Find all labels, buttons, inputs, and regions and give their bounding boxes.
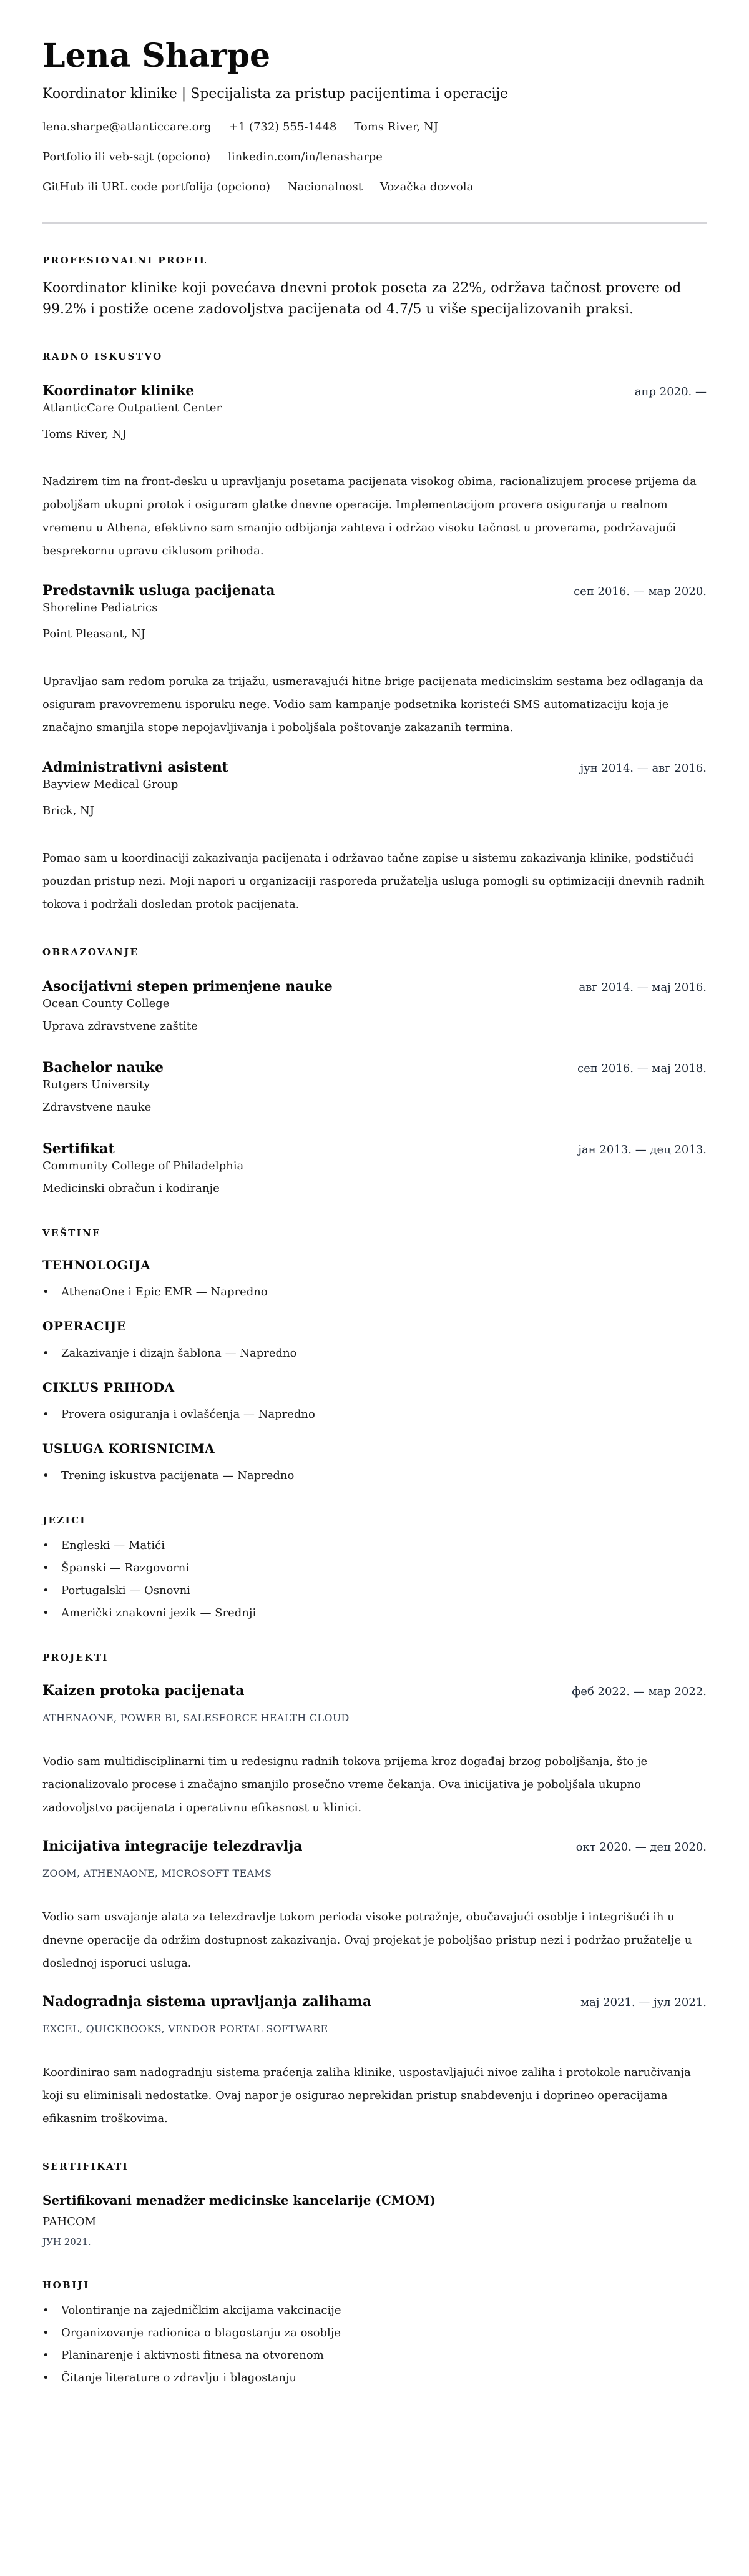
education-entry bbox=[42, 1139, 707, 1197]
job-dates: апр 2020. — bbox=[634, 385, 707, 398]
skill-item: • Zakazivanje i dizajn šablona — Napredno bbox=[42, 1345, 707, 1362]
languages-section bbox=[42, 1514, 707, 1621]
certificate-entry bbox=[42, 2191, 707, 2249]
job-title: Koordinator klinike bbox=[42, 383, 195, 399]
contact-row bbox=[42, 120, 707, 135]
project-dates: окт 2020. — дец 2020. bbox=[575, 1841, 707, 1854]
education-dates: авг 2014. — мај 2016. bbox=[579, 981, 707, 994]
school-name: Community College of Philadelphia bbox=[42, 1159, 244, 1172]
section-title: JEZICI bbox=[42, 1515, 86, 1526]
skill-group-title: USLUGA KORISNICIMA bbox=[42, 1441, 215, 1456]
education-section bbox=[42, 946, 707, 1197]
language-item: • Španski — Razgovorni bbox=[42, 1560, 707, 1576]
profile-summary: Koordinator klinike koji povećava dnevni protok poseta za 22%, održava tačnost provere od 99.2% i postiže ocene zadovoljstva pacijenata od 4.7/5 u više specijalizovanih praksi. bbox=[42, 280, 682, 317]
field-of-study: Medicinski obračun i kodiranje bbox=[42, 1182, 220, 1195]
contact-nationality: Nacionalnost bbox=[287, 180, 363, 194]
job-description: Upravljao sam redom poruka za trijažu, usmeravajući hitne brige pacijenata medicinskim sestama bez odlaganja da osiguram pravovremenu isporuku nege. Vodio sam kampanje podsetnika koristeći SMS automatizaciju koja je značajno smanjila stope nepojavljivanja i poboljšala poštovanje zakazanih termina. bbox=[42, 675, 703, 734]
skill-group bbox=[42, 1318, 707, 1362]
job-company: Shoreline Pediatrics bbox=[42, 601, 158, 614]
job-description: Pomao sam u koordinaciji zakazivanja pacijenata i održavao tačne zapise u sistemu zakazivanja klinike, podstičući pouzdan pristup nezi. Moji napori u organizaciji rasporeda pružatelja usluga pomogli su optimizaciji dnevnih radnih tokova i podržali dosledan protok pacijenata. bbox=[42, 852, 705, 911]
hobbies-list bbox=[42, 2303, 707, 2386]
section-title: PROJEKTI bbox=[42, 1652, 109, 1663]
certificate-name: Sertifikovani menadžer medicinske kancelarije (CMOM) bbox=[42, 2193, 436, 2208]
contact-drivers-license: Vozačka dozvola bbox=[380, 180, 474, 194]
languages-list bbox=[42, 1538, 707, 1621]
field-of-study: Zdravstvene nauke bbox=[42, 1101, 152, 1114]
job-location: Toms River, NJ bbox=[42, 428, 127, 441]
project-description: Koordinirao sam nadogradnju sistema praćenja zaliha klinike, uspostavljajući nivoe zaliha i protokole naručivanja koji su eliminisali nedostatke. Ovaj napor je osigurao neprekidan pristup snabdevenju i doprineo operacijama efikasnim troškovima. bbox=[42, 2066, 691, 2125]
job-company: Bayview Medical Group bbox=[42, 778, 179, 791]
degree-title: Asocijativni stepen primenjene nauke bbox=[42, 978, 333, 995]
project-entry bbox=[42, 1837, 707, 1975]
hobby-item: • Čitanje literature o zdravlju i blagostanju bbox=[42, 2370, 707, 2386]
project-description: Vodio sam usvajanje alata za telezdravlje tokom perioda visoke potražnje, obučavajući osoblje i integrišući ih u dnevne operacije da održim dostupnost zakazivanja. Ovaj projekat je poboljšao pristup nezi i podržao pružatelje u doslednoj isporuci usluga. bbox=[42, 1910, 692, 1970]
project-entry bbox=[42, 1992, 707, 2130]
job-dates: сеп 2016. — мар 2020. bbox=[574, 585, 707, 598]
section-title: HOBIJI bbox=[42, 2279, 90, 2291]
profile-section bbox=[42, 254, 707, 320]
skills-section bbox=[42, 1227, 707, 1484]
project-name: Inicijativa integracije telezdravlja bbox=[42, 1838, 303, 1854]
project-tech-stack: ATHENAONE, POWER BI, SALESFORCE HEALTH CLOUD bbox=[42, 1712, 350, 1724]
experience-entry bbox=[42, 758, 707, 916]
language-item: • Portugalski — Osnovni bbox=[42, 1583, 707, 1599]
contact-row bbox=[42, 150, 707, 165]
skill-group-title: OPERACIJE bbox=[42, 1319, 127, 1334]
education-entry bbox=[42, 1058, 707, 1116]
skill-item: • Provera osiguranja i ovlašćenja — Napredno bbox=[42, 1407, 707, 1423]
contact-linkedin[interactable]: linkedin.com/in/lenasharpe bbox=[228, 150, 383, 164]
candidate-headline: Koordinator klinike | Specijalista za pristup pacijentima i operacije bbox=[42, 86, 509, 102]
project-dates: мај 2021. — јул 2021. bbox=[580, 1996, 707, 2009]
school-name: Ocean County College bbox=[42, 997, 170, 1010]
language-item: • Američki znakovni jezik — Srednji bbox=[42, 1605, 707, 1621]
certificate-date: ЈУН 2021. bbox=[42, 2236, 91, 2248]
contact-portfolio[interactable]: Portfolio ili veb-sajt (opciono) bbox=[42, 150, 211, 164]
school-name: Rutgers University bbox=[42, 1078, 150, 1091]
job-dates: јун 2014. — авг 2016. bbox=[580, 762, 707, 775]
resume-header bbox=[42, 35, 707, 224]
skill-group-title: CIKLUS PRIHODA bbox=[42, 1380, 175, 1395]
experience-entry bbox=[42, 581, 707, 739]
section-title: VEŠTINE bbox=[42, 1227, 102, 1239]
job-description: Nadzirem tim na front-desku u upravljanju posetama pacijenata visokog obima, racionalizujem procese prijema da poboljšam ukupni protok i osiguram glatke dnevne operacije. Implementacijom provera osiguranja u realnom vremenu u Athena, efektivno sam smanjio odbijanja zahteva i održao visoku tačnost u proverama, podržavajući besprekornu upravu ciklusom prihoda. bbox=[42, 475, 697, 558]
project-dates: феб 2022. — мар 2022. bbox=[572, 1685, 707, 1698]
skill-group bbox=[42, 1379, 707, 1423]
field-of-study: Uprava zdravstvene zaštite bbox=[42, 1020, 198, 1033]
project-description: Vodio sam multidisciplinarni tim u redesignu radnih tokova prijema kroz događaj brzog poboljšanja, što je racionalizovalo procese i značajno smanjilo prosečno vreme čekanja. Ova inicijativa je poboljšala ukupno zadovoljstvo pacijenata i operativnu efikasnost u klinici. bbox=[42, 1755, 648, 1814]
section-title: SERTIFIKATI bbox=[42, 2161, 129, 2172]
experience-section bbox=[42, 350, 707, 916]
skill-item: • Trening iskustva pacijenata — Napredno bbox=[42, 1468, 707, 1484]
degree-title: Sertifikat bbox=[42, 1141, 115, 1157]
hobby-item: • Planinarenje i aktivnosti fitnesa na otvorenom bbox=[42, 2347, 707, 2364]
experience-entry bbox=[42, 381, 707, 563]
hobbies-section bbox=[42, 2279, 707, 2386]
contact-email[interactable]: lena.sharpe@atlanticcare.org bbox=[42, 120, 212, 134]
job-title: Administrativni asistent bbox=[42, 759, 228, 775]
section-title: RADNO ISKUSTVO bbox=[42, 351, 163, 362]
projects-section bbox=[42, 1651, 707, 2130]
language-item: • Engleski — Matići bbox=[42, 1538, 707, 1554]
job-location: Brick, NJ bbox=[42, 804, 94, 817]
certificates-section bbox=[42, 2160, 707, 2249]
project-tech-stack: ZOOM, ATHENAONE, MICROSOFT TEAMS bbox=[42, 1867, 272, 1879]
skill-item: • AthenaOne i Epic EMR — Napredno bbox=[42, 1284, 707, 1300]
job-location: Point Pleasant, NJ bbox=[42, 627, 145, 641]
contact-location: Toms River, NJ bbox=[354, 120, 438, 134]
job-title: Predstavnik usluga pacijenata bbox=[42, 583, 275, 599]
skill-group bbox=[42, 1440, 707, 1484]
project-name: Nadogradnja sistema upravljanja zalihama bbox=[42, 1993, 372, 2010]
certificate-issuer: PAHCOM bbox=[42, 2215, 97, 2228]
skill-group-title: TEHNOLOGIJA bbox=[42, 1257, 151, 1272]
education-dates: сеп 2016. — мај 2018. bbox=[577, 1062, 707, 1075]
job-company: AtlanticCare Outpatient Center bbox=[42, 401, 222, 415]
candidate-name: Lena Sharpe bbox=[42, 37, 271, 75]
contact-phone[interactable]: +1 (732) 555-1448 bbox=[228, 120, 337, 134]
header-divider bbox=[42, 222, 707, 224]
section-title: PROFESIONALNI PROFIL bbox=[42, 255, 208, 266]
contact-row bbox=[42, 180, 707, 195]
hobby-item: • Organizovanje radionica o blagostanju za osoblje bbox=[42, 2325, 707, 2341]
education-entry bbox=[42, 977, 707, 1035]
project-entry bbox=[42, 1681, 707, 1819]
section-title: OBRAZOVANJE bbox=[42, 946, 139, 958]
project-tech-stack: EXCEL, QUICKBOOKS, VENDOR PORTAL SOFTWARE bbox=[42, 2023, 328, 2035]
education-dates: јан 2013. — дец 2013. bbox=[578, 1143, 707, 1156]
project-name: Kaizen protoka pacijenata bbox=[42, 1683, 245, 1699]
degree-title: Bachelor nauke bbox=[42, 1059, 164, 1076]
skill-group bbox=[42, 1257, 707, 1300]
contact-github[interactable]: GitHub ili URL code portfolija (opciono) bbox=[42, 180, 270, 194]
hobby-item: • Volontiranje na zajedničkim akcijama vakcinacije bbox=[42, 2303, 707, 2319]
